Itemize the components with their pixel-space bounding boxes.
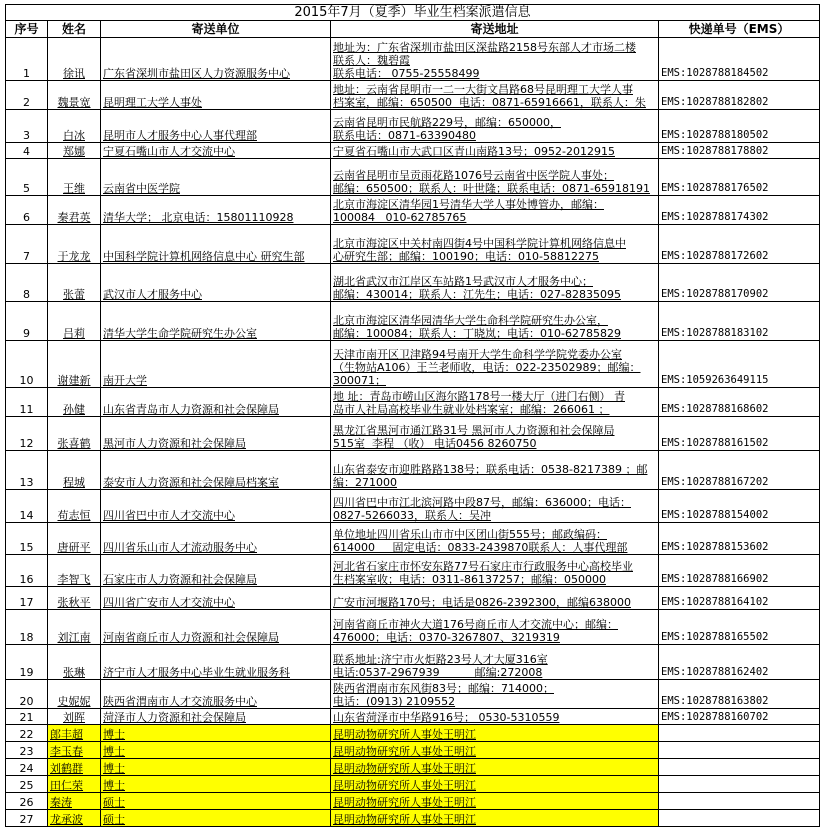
table-row: [6, 451, 820, 490]
row-name: 张秋平: [48, 587, 101, 610]
row-ems: EMS:1028788153602: [659, 523, 820, 555]
row-number: 12: [6, 417, 48, 451]
row-number: 24: [6, 759, 48, 776]
header-unit: 寄送单位: [101, 21, 331, 38]
table-row: [6, 388, 820, 417]
row-name: 秦君英: [48, 196, 101, 225]
row-address: 北京市海淀区清华园1号清华大学人事处博管办，邮编： 100084 010-62785765: [331, 196, 659, 225]
table-row: [6, 81, 820, 110]
row-unit: 四川省乐山市人才流动服务中心: [101, 523, 331, 555]
row-ems: [659, 759, 820, 776]
header-row: [6, 21, 820, 38]
table-row: [6, 196, 820, 225]
row-ems: EMS:1028788160702: [659, 709, 820, 725]
row-unit: 清华大学生命学院研究生办公室: [101, 302, 331, 341]
row-address: 昆明动物研究所人事处王明江: [331, 742, 659, 759]
row-name: 郑娜: [48, 143, 101, 159]
row-name: 王维: [48, 159, 101, 196]
row-unit: 陕西省渭南市人才交流服务中心: [101, 680, 331, 709]
row-number: 10: [6, 341, 48, 388]
table-row: [6, 264, 820, 302]
row-name: 徐讯: [48, 38, 101, 81]
row-number: 9: [6, 302, 48, 341]
row-unit: 河南省商丘市人力资源和社会保障局: [101, 610, 331, 645]
row-address: 宁夏省石嘴山市大武口区青山南路13号；0952-2012915: [331, 143, 659, 159]
table-row: [6, 587, 820, 610]
row-name: 魏景宽: [48, 81, 101, 110]
row-ems: EMS:1028788163802: [659, 680, 820, 709]
row-address: 广安市河堰路170号；电话是0826-2392300，邮编638000: [331, 587, 659, 610]
row-number: 11: [6, 388, 48, 417]
row-ems: [659, 776, 820, 793]
row-ems: [659, 793, 820, 810]
row-address: 地 址：青岛市崂山区海尔路178号一楼大厅（进门右侧） 青 岛市人社局高校毕业生就业处档案室；邮编：266061 ；: [331, 388, 659, 417]
row-address: 昆明动物研究所人事处王明江: [331, 759, 659, 776]
row-unit: 宁夏石嘴山市人才交流中心: [101, 143, 331, 159]
table-row: [6, 709, 820, 725]
row-name: 苟志恒: [48, 490, 101, 523]
header-no: 序号: [6, 21, 48, 38]
row-number: 19: [6, 645, 48, 680]
row-unit: 黑河市人力资源和社会保障局: [101, 417, 331, 451]
row-unit: 泰安市人力资源和社会保障局档案室: [101, 451, 331, 490]
row-number: 15: [6, 523, 48, 555]
row-number: 14: [6, 490, 48, 523]
row-unit: 菏泽市人力资源和社会保障局: [101, 709, 331, 725]
row-ems: EMS:1028788170902: [659, 264, 820, 302]
row-number: 25: [6, 776, 48, 793]
table-row: [6, 742, 820, 759]
row-name: 唐研平: [48, 523, 101, 555]
row-address: 云南省昆明市民航路229号，邮编：650000， 联系电话：0871-63390480: [331, 110, 659, 143]
table-row: [6, 490, 820, 523]
row-address: 昆明动物研究所人事处王明江: [331, 725, 659, 742]
row-unit: 石家庄市人力资源和社会保障局: [101, 555, 331, 587]
row-number: 6: [6, 196, 48, 225]
header-ems: 快递单号（EMS）: [659, 21, 820, 38]
row-unit: 四川省巴中市人才交流中心: [101, 490, 331, 523]
row-name: 吕莉: [48, 302, 101, 341]
row-unit: 武汉市人才服务中心: [101, 264, 331, 302]
row-address: 云南省昆明市呈贡雨花路1076号云南省中医学院人事处； 邮编：650500；联系人：叶世隆；联系电话：0871-65918191: [331, 159, 659, 196]
table-row: [6, 159, 820, 196]
table-row: [6, 759, 820, 776]
row-address: 北京市海淀区清华园清华大学生命科学院研究生办公室， 邮编：100084；联系人：丁晓岚；电话：010-62785829: [331, 302, 659, 341]
row-unit: 博士: [101, 742, 331, 759]
row-name: 张喜鹤: [48, 417, 101, 451]
row-ems: EMS:1028788180502: [659, 110, 820, 143]
row-address: 北京市海淀区中关村南四街4号中国科学院计算机网络信息中 心研究生部；邮编：100190；电话：010-58812275: [331, 225, 659, 264]
row-ems: EMS:1028788182802: [659, 81, 820, 110]
table-row: [6, 341, 820, 388]
table-row: [6, 680, 820, 709]
row-address: 陕西省渭南市东风街83号；邮编：714000； 电话：(0913) 2109552: [331, 680, 659, 709]
row-unit: 昆明市人才服务中心人事代理部: [101, 110, 331, 143]
row-name: 张蕾: [48, 264, 101, 302]
row-address: 天津市南开区卫津路94号南开大学生命科学学院党委办公室 （生物站A106）王兰老师收，电话：022-23502989；邮编： 300071；: [331, 341, 659, 388]
row-number: 17: [6, 587, 48, 610]
table-row: [6, 610, 820, 645]
table-row: [6, 523, 820, 555]
sheet-title: 2015年7月（夏季）毕业生档案派遣信息: [6, 5, 820, 21]
header-address: 寄送地址: [331, 21, 659, 38]
row-address: 河北省石家庄市怀安东路77号石家庄市行政服务中心高校毕业 生档案室收；电话：0311-86137257；邮编：050000: [331, 555, 659, 587]
row-number: 2: [6, 81, 48, 110]
row-unit: 博士: [101, 776, 331, 793]
row-ems: [659, 742, 820, 759]
row-number: 1: [6, 38, 48, 81]
row-number: 3: [6, 110, 48, 143]
row-ems: EMS:1028788183102: [659, 302, 820, 341]
row-address: 山东省菏泽市中华路916号； 0530-5310559: [331, 709, 659, 725]
row-unit: 济宁市人才服务中心毕业生就业服务科: [101, 645, 331, 680]
row-name: 龙承波: [48, 810, 101, 827]
table-row: [6, 810, 820, 827]
row-number: 8: [6, 264, 48, 302]
row-address: 昆明动物研究所人事处王明江: [331, 810, 659, 827]
row-ems: EMS:1028788184502: [659, 38, 820, 81]
row-number: 20: [6, 680, 48, 709]
row-ems: EMS:1028788161502: [659, 417, 820, 451]
row-number: 18: [6, 610, 48, 645]
row-unit: 广东省深圳市盐田区人力资源服务中心: [101, 38, 331, 81]
dispatch-table: [5, 4, 820, 827]
table-row: [6, 110, 820, 143]
table-row: [6, 793, 820, 810]
row-number: 4: [6, 143, 48, 159]
table-row: [6, 143, 820, 159]
row-unit: 山东省青岛市人力资源和社会保障局: [101, 388, 331, 417]
table-row: [6, 302, 820, 341]
row-address: 单位地址四川省乐山市市中区团山街555号；邮政编码： 614000 固定电话：0833-2439870联系人：人事代理部: [331, 523, 659, 555]
row-ems: EMS:1028788165502: [659, 610, 820, 645]
row-name: 秦涛: [48, 793, 101, 810]
row-number: 5: [6, 159, 48, 196]
row-name: 刘江南: [48, 610, 101, 645]
row-name: 田仁荣: [48, 776, 101, 793]
row-unit: 硕士: [101, 793, 331, 810]
row-number: 16: [6, 555, 48, 587]
row-unit: 博士: [101, 759, 331, 776]
row-unit: 清华大学； 北京电话：15801110928: [101, 196, 331, 225]
row-number: 7: [6, 225, 48, 264]
row-unit: 四川省广安市人才交流中心: [101, 587, 331, 610]
row-address: 昆明动物研究所人事处王明江: [331, 793, 659, 810]
table-row: [6, 645, 820, 680]
row-name: 李智飞: [48, 555, 101, 587]
row-address: 地址：云南省昆明市一二一大街文昌路68号昆明理工大学人事 档案室，邮编：650500 电话：0871-65916661，联系人：朱: [331, 81, 659, 110]
row-number: 13: [6, 451, 48, 490]
row-ems: EMS:1028788172602: [659, 225, 820, 264]
row-name: 白冰: [48, 110, 101, 143]
row-ems: EMS:1028788154002: [659, 490, 820, 523]
row-ems: EMS:1028788162402: [659, 645, 820, 680]
row-ems: EMS:1028788167202: [659, 451, 820, 490]
row-ems: [659, 810, 820, 827]
row-name: 程城: [48, 451, 101, 490]
row-name: 张琳: [48, 645, 101, 680]
row-address: 山东省泰安市迎胜路路138号；联系电话：0538-8217389 ；邮 编：271000: [331, 451, 659, 490]
row-ems: [659, 725, 820, 742]
row-unit: 硕士: [101, 810, 331, 827]
row-ems: EMS:1028788174302: [659, 196, 820, 225]
row-address: 昆明动物研究所人事处王明江: [331, 776, 659, 793]
table-row: [6, 776, 820, 793]
row-name: 刘鹤群: [48, 759, 101, 776]
row-address: 河南省商丘市神火大道176号商丘市人才交流中心；邮编： 476000；电话：0370-3267807、3219319: [331, 610, 659, 645]
row-number: 26: [6, 793, 48, 810]
table-row: [6, 725, 820, 742]
row-name: 于龙龙: [48, 225, 101, 264]
row-ems: EMS:1028788166902: [659, 555, 820, 587]
row-unit: 云南省中医学院: [101, 159, 331, 196]
table-row: [6, 38, 820, 81]
row-ems: EMS:1028788164102: [659, 587, 820, 610]
row-ems: EMS:1059263649115: [659, 341, 820, 388]
title-row: [6, 5, 820, 21]
row-address: 四川省巴中市江北滨河路中段87号，邮编：636000；电话： 0827-5266033，联系人：吴冲: [331, 490, 659, 523]
row-ems: EMS:1028788176502: [659, 159, 820, 196]
row-name: 孙健: [48, 388, 101, 417]
row-unit: 昆明理工大学人事处: [101, 81, 331, 110]
row-address: 湖北省武汉市江岸区车站路1号武汉市人才服务中心； 邮编：430014；联系人：江先生；电话：027-82835095: [331, 264, 659, 302]
row-ems: EMS:1028788178802: [659, 143, 820, 159]
row-ems: EMS:1028788168602: [659, 388, 820, 417]
row-name: 谢建新: [48, 341, 101, 388]
row-name: 郎丰超: [48, 725, 101, 742]
row-unit: 南开大学: [101, 341, 331, 388]
row-number: 22: [6, 725, 48, 742]
row-number: 21: [6, 709, 48, 725]
table-row: [6, 225, 820, 264]
table-row: [6, 417, 820, 451]
header-name: 姓名: [48, 21, 101, 38]
row-address: 黑龙江省黑河市通江路31号 黑河市人力资源和社会保障局 515室 李程 （收） 电话0456 8260750: [331, 417, 659, 451]
row-number: 27: [6, 810, 48, 827]
row-address: 地址为：广东省深圳市盐田区深盐路2158号东部人才市场二楼 联系人：魏碧霞 联系电话： 0755-25558499: [331, 38, 659, 81]
row-address: 联系地址:济宁市火炬路23号人才大厦316室 电话:0537-2967939 邮编:272008: [331, 645, 659, 680]
row-number: 23: [6, 742, 48, 759]
table-row: [6, 555, 820, 587]
row-name: 李玉春: [48, 742, 101, 759]
row-unit: 博士: [101, 725, 331, 742]
row-unit: 中国科学院计算机网络信息中心 研究生部: [101, 225, 331, 264]
row-name: 刘晖: [48, 709, 101, 725]
row-name: 史妮妮: [48, 680, 101, 709]
